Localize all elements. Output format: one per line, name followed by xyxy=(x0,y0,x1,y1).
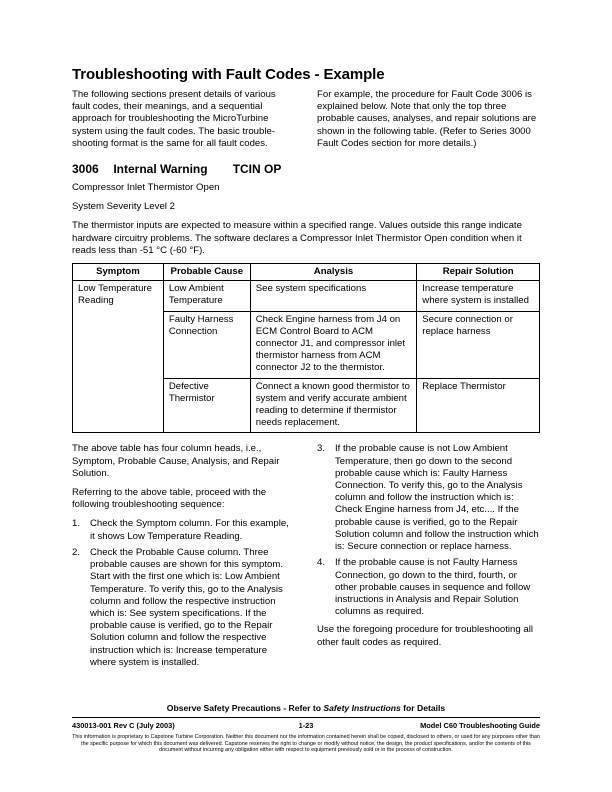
intro-section xyxy=(72,89,540,150)
table-cell-cause: Faulty Harness Connection xyxy=(163,311,250,378)
table-row xyxy=(73,281,540,311)
fault-severity: System Severity Level 2 xyxy=(72,201,175,213)
safety-prefix: Observe Safety Precautions - Refer to xyxy=(166,703,324,713)
body-paragraph-1: The above table has four column heads, i.e., Symptom, Probable Cause, Analysis, and Repair Solution. xyxy=(72,443,280,479)
fault-tag: TCIN OP xyxy=(232,162,282,177)
table-header-repair: Repair Solution xyxy=(417,264,540,281)
safety-notice xyxy=(0,703,612,713)
footer-divider xyxy=(72,717,540,718)
fault-description: The thermistor inputs are expected to measure within a specified range. Values outside this range indicate hardware circuitry problems. The software declares a Compressor Inlet Thermistor Open condition when it reads less than -51 °C (-60 °F). xyxy=(72,220,522,256)
footer-meta xyxy=(72,721,540,730)
fault-table xyxy=(72,263,540,433)
fault-subtitle: Compressor Inlet Thermistor Open xyxy=(72,182,220,194)
safety-suffix: for Details xyxy=(400,703,446,713)
guide-title: Model C60 Troubleshooting Guide xyxy=(420,721,540,730)
fault-heading xyxy=(72,162,540,176)
list-item xyxy=(72,547,295,669)
page-title: Troubleshooting with Fault Codes - Example xyxy=(72,66,385,83)
safety-instructions-link: Safety Instructions xyxy=(323,703,401,713)
table-cell-repair: Increase temperature where system is installed xyxy=(417,281,540,311)
intro-left-paragraph: The following sections present details of various fault codes, their meanings, and a sequential approach for troubleshooting the MicroTurbine system using the fault codes. The basic trouble-shooting format is the same for all fault codes. xyxy=(72,89,276,149)
table-cell-analysis: Check Engine harness from J4 on ECM Control Board to ACM connector J1, and compressor inlet thermistor harness from ACM connector J2 to the thermistor. xyxy=(250,311,417,378)
step-text: If the probable cause is not Faulty Harness Connection, go down to the third, fourth, or other probable causes in sequence and follow instructions in Analysis and Repair Solution columns as required. xyxy=(335,557,531,618)
page-number: 1-23 xyxy=(298,721,314,730)
table-cell-cause: Low Ambient Temperature xyxy=(163,281,250,311)
table-cell-repair: Secure connection or replace harness xyxy=(417,311,540,378)
step-number: 1. xyxy=(72,518,81,530)
steps-list-left xyxy=(72,518,295,668)
table-header-row xyxy=(73,264,540,281)
closing-paragraph: Use the foregoing procedure for troubleshooting all other fault codes as required. xyxy=(317,624,533,648)
table-cell-symptom: Low Temperature Reading xyxy=(73,281,164,433)
table-cell-analysis: Connect a known good thermistor to system and verify accurate ambient reading to determine if thermistor needs replacement. xyxy=(250,378,417,433)
table-header-cause: Probable Cause xyxy=(163,264,250,281)
list-item xyxy=(317,557,540,618)
list-item xyxy=(317,443,540,553)
table-cell-analysis: See system specifications xyxy=(250,281,417,311)
table-cell-repair: Replace Thermistor xyxy=(417,378,540,433)
step-text: If the probable cause is not Low Ambient Temperature, then go down to the second probable cause which is: Faulty Harness Connection. To verify this, go to the Analysis column and follow the instruction which is: Check Engine harness from J4, etc.... If the probable cause is verified, go to the Repair Solution column and follow the instruction which is: Secure connection or replace harness. xyxy=(335,443,539,553)
table-header-analysis: Analysis xyxy=(250,264,417,281)
page-content xyxy=(72,66,540,673)
step-number: 4. xyxy=(317,557,326,569)
table-cell-cause: Defective Thermistor xyxy=(163,378,250,433)
body-paragraph-2: Referring to the above table, proceed with the following troubleshooting sequence: xyxy=(72,487,267,511)
step-text: Check the Probable Cause column. Three probable causes are shown for this symptom. Start with the first one which is: Low Ambient Temperature. To verify this, go to the Analysis column and follow the respective instruction which is: See system specifications. If the probable cause is verified, go to the Repair Solution column and follow the respective instruction which is: Increase temperature where system is installed. xyxy=(90,546,284,668)
steps-list-right xyxy=(317,443,540,618)
list-item xyxy=(72,518,295,542)
fault-name: Internal Warning xyxy=(113,162,208,177)
intro-right-paragraph: For example, the procedure for Fault Code 3006 is explained below. Note that only the top three probable causes, analyses, and repair solutions are shown in the following table. (Refer to Series 3000 Fault Codes section for more details.) xyxy=(317,89,537,149)
legal-notice: This information is proprietary to Capstone Turbine Corporation. Neither this document nor the information contained herein shall be copied, disclosed to others, or used for any purposes other than the specific purpose for which this document was delivered. Capstone reserves the right to change or modify without notice, the design, the product specifications, and/or the contents of this document without incurring any obligation either with respect to equipment previously sold or in the process of construction. xyxy=(72,734,540,754)
fault-code: 3006 xyxy=(72,162,99,177)
step-number: 3. xyxy=(317,443,326,455)
step-text: Check the Symptom column. For this example, it shows Low Temperature Reading. xyxy=(90,518,289,542)
procedure-section xyxy=(72,443,540,672)
table-header-symptom: Symptom xyxy=(73,264,164,281)
step-number: 2. xyxy=(72,546,81,558)
document-id: 430013-001 Rev C (July 2003) xyxy=(72,721,175,730)
